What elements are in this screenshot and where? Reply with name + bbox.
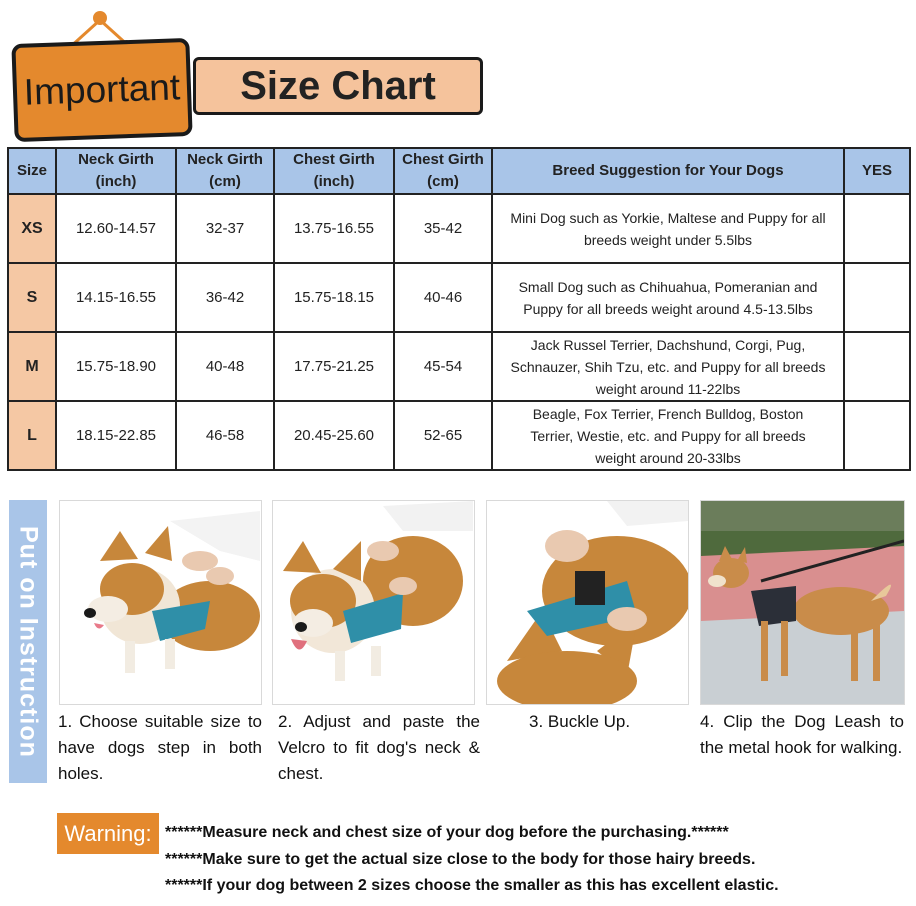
yes-cell[interactable] <box>844 194 910 263</box>
chest-inch-cell: 15.75-18.15 <box>274 263 394 332</box>
table-row <box>8 263 910 332</box>
neck-inch-cell: 12.60-14.57 <box>56 194 176 263</box>
size-cell: M <box>8 332 56 401</box>
chest-inch-cell: 13.75-16.55 <box>274 194 394 263</box>
instruction-label <box>9 500 47 783</box>
breed-cell: Beagle, Fox Terrier, French Bulldog, Boston Terrier, Westie, etc. and Puppy for all breeds weight around 20-33lbs <box>492 401 844 470</box>
warning-line: ******Measure neck and chest size of your dog before the purchasing.****** <box>165 824 729 841</box>
table-row <box>8 401 910 470</box>
step-4-photo <box>700 500 905 705</box>
instruction-label-text: Put on Instruction <box>14 525 43 758</box>
shiba-photo-icon <box>701 501 904 704</box>
breed-cell: Jack Russel Terrier, Dachshund, Corgi, Pug, Schnauzer, Shih Tzu, etc. and Puppy for all breeds weight around 11-22lbs <box>492 332 844 401</box>
chest-cm-cell: 45-54 <box>394 332 492 401</box>
step-4-caption: 4. Clip the Dog Leash to the metal hook for walking. <box>700 712 904 757</box>
header-neck-inch: Neck Girth (inch) <box>56 148 176 194</box>
yes-cell[interactable] <box>844 401 910 470</box>
chest-cm-cell: 40-46 <box>394 263 492 332</box>
header-chest-inch: Chest Girth (inch) <box>274 148 394 194</box>
step-1-caption: 1. Choose suitable size to have dogs step in both holes. <box>58 712 262 783</box>
warning-line: ******If your dog between 2 sizes choose the smaller as this has excellent elastic. <box>165 877 779 894</box>
size-table <box>7 147 911 471</box>
neck-inch-cell: 14.15-16.55 <box>56 263 176 332</box>
corgi-photo-icon <box>60 501 261 704</box>
chest-inch-cell: 20.45-25.60 <box>274 401 394 470</box>
neck-inch-cell: 18.15-22.85 <box>56 401 176 470</box>
yes-cell[interactable] <box>844 332 910 401</box>
neck-cm-cell: 46-58 <box>176 401 274 470</box>
step-2-photo <box>272 500 475 705</box>
breed-cell: Small Dog such as Chihuahua, Pomeranian and Puppy for all breeds weight around 4.5-13.5lbs <box>492 263 844 332</box>
chest-cm-cell: 35-42 <box>394 194 492 263</box>
neck-inch-cell: 15.75-18.90 <box>56 332 176 401</box>
header-yes: YES <box>844 148 910 194</box>
yes-cell[interactable] <box>844 263 910 332</box>
neck-cm-cell: 36-42 <box>176 263 274 332</box>
header-size: Size <box>8 148 56 194</box>
step-1-photo <box>59 500 262 705</box>
header-breed: Breed Suggestion for Your Dogs <box>492 148 844 194</box>
chest-inch-cell: 17.75-21.25 <box>274 332 394 401</box>
step-3-caption: 3. Buckle Up. <box>529 712 631 731</box>
table-row <box>8 332 910 401</box>
size-cell: L <box>8 401 56 470</box>
size-cell: S <box>8 263 56 332</box>
corgi-photo-icon <box>273 501 474 704</box>
step-2-caption: 2. Adjust and paste the Velcro to fit dog's neck & chest. <box>278 712 480 783</box>
header-chest-cm: Chest Girth (cm) <box>394 148 492 194</box>
breed-cell: Mini Dog such as Yorkie, Maltese and Puppy for all breeds weight under 5.5lbs <box>492 194 844 263</box>
table-row <box>8 194 910 263</box>
important-badge: Important <box>11 38 192 142</box>
table-header-row <box>8 148 910 194</box>
warning-line: ******Make sure to get the actual size close to the body for those hairy breeds. <box>165 851 756 868</box>
size-cell: XS <box>8 194 56 263</box>
page-title: Size Chart <box>193 57 483 115</box>
neck-cm-cell: 40-48 <box>176 332 274 401</box>
chest-cm-cell: 52-65 <box>394 401 492 470</box>
header-neck-cm: Neck Girth (cm) <box>176 148 274 194</box>
corgi-photo-icon <box>487 501 688 704</box>
neck-cm-cell: 32-37 <box>176 194 274 263</box>
step-3-photo <box>486 500 689 705</box>
warning-badge: Warning: <box>57 813 159 854</box>
